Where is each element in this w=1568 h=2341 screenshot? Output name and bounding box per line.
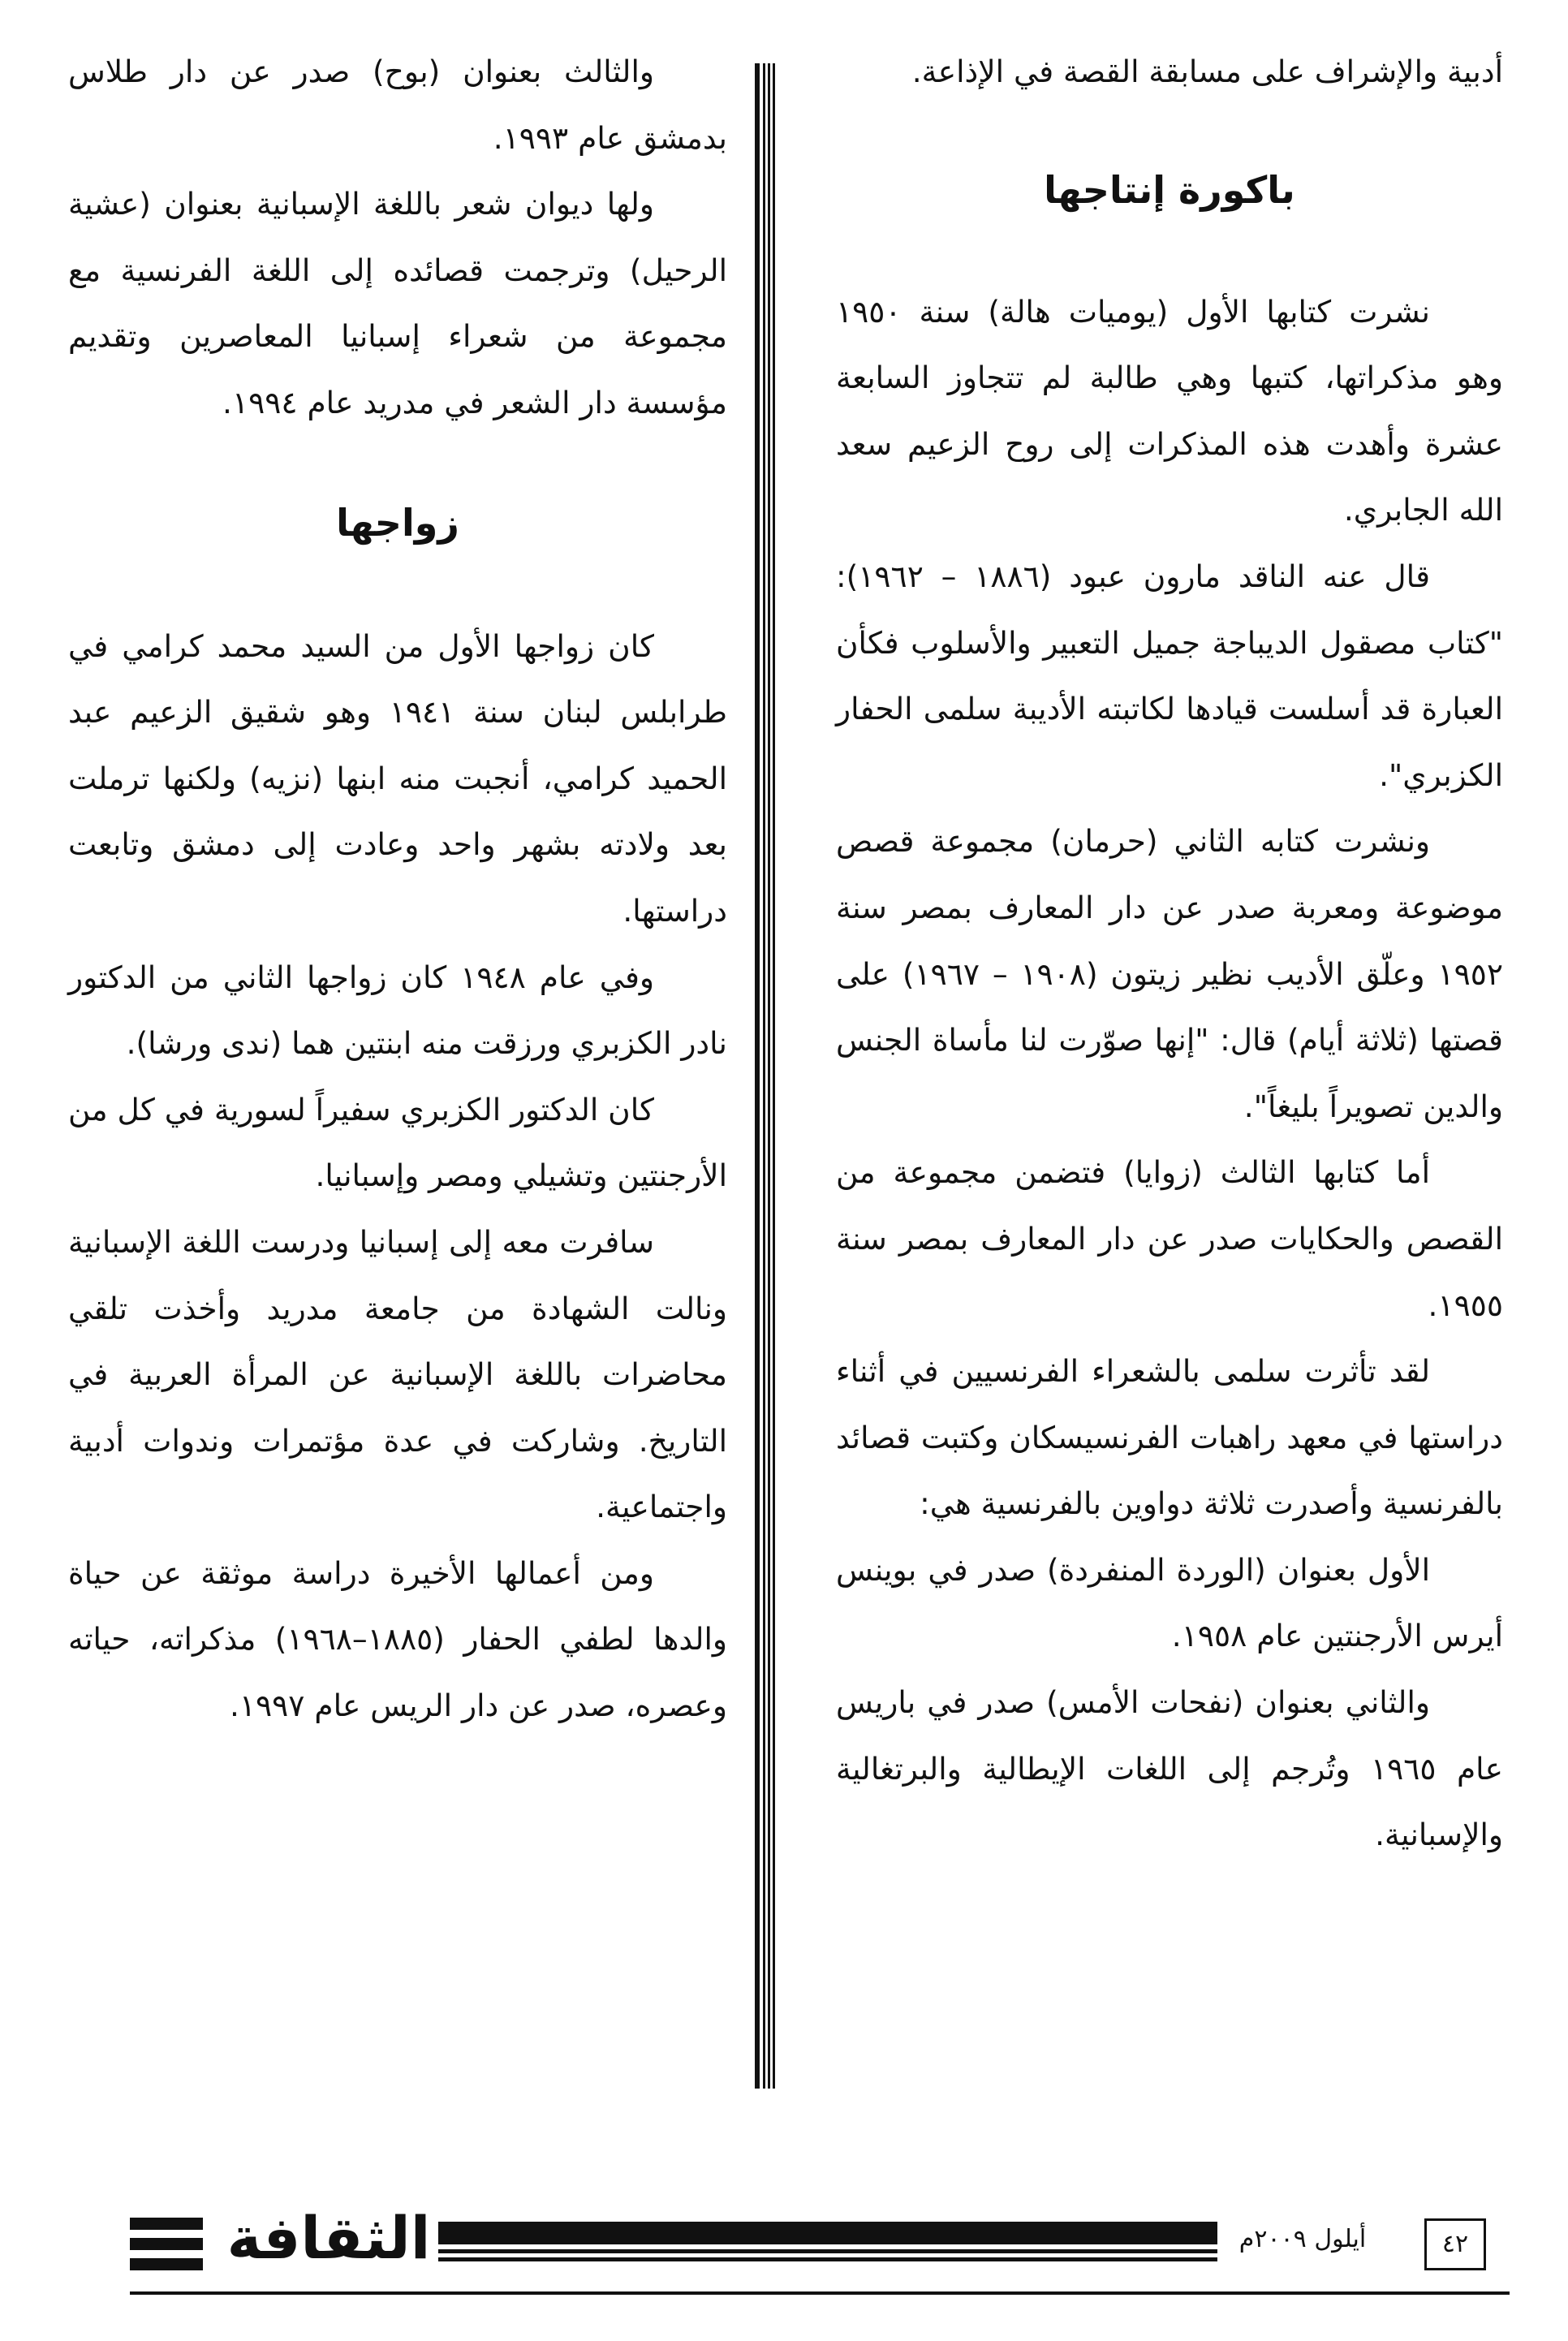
paragraph: والثاني بعنوان (نفحات الأمس) صدر في باريس عام ١٩٦٥ وتُرجم إلى اللغات الإيطالية والبرتغالية والإسبانية. <box>836 1684 1503 1853</box>
paragraph: كان زواجها الأول من السيد محمد كرامي في طرابلس لبنان سنة ١٩٤١ وهو شقيق الزعيم عبد الحميد كرامي، أنجبت منه ابنها (نزيه) ولكنها ترملت بعد ولادته بشهر واحد وعادت إلى دمشق وتابعت دراستها. <box>68 627 727 929</box>
right-column <box>836 39 1503 1869</box>
paragraph: قال عنه الناقد مارون عبود (١٨٨٦ – ١٩٦٢): "كتاب مصقول الديباجة جميل التعبير والأسلوب فكأن العبارة قد أسلست قيادها لكاتبته الأديبة سلمى الحفار الكزبري". <box>836 558 1503 793</box>
paragraph: الأول بعنوان (الوردة المنفردة) صدر في بوينس أيرس الأرجنتين عام ١٩٥٨. <box>836 1551 1503 1654</box>
issue-date: أيلول ٢٠٠٩م <box>1238 2225 1367 2253</box>
paragraph: نشرت كتابها الأول (يوميات هالة) سنة ١٩٥٠ وهو مذكراتها، كتبها وهي طالبة لم تتجاوز السابعة عشرة وأهدت هذه المذكرات إلى روح الزعيم سعد الله الجابري. <box>836 293 1503 528</box>
column-divider <box>763 63 765 2089</box>
footer-rule <box>438 2249 1217 2253</box>
section-heading-marriage: زواجها <box>336 500 459 545</box>
left-column <box>68 39 727 1740</box>
logo-bars-decoration <box>130 2218 203 2278</box>
paragraph: والثالث بعنوان (بوح) صدر عن دار طلاس بدمشق عام ١٩٩٣. <box>68 54 727 156</box>
paragraph: ونشرت كتابه الثاني (حرمان) مجموعة قصص موضوعة ومعربة صدر عن دار المعارف بمصر سنة ١٩٥٢ وعلّق الأديب نظير زيتون (١٩٠٨ – ١٩٦٧) على قصتها (ثلاثة أيام) قال: "إنها صوّرت لنا مأساة الجنس والدين تصويراً بليغاً". <box>836 823 1503 1124</box>
paragraph: أما كتابها الثالث (زوايا) فتضمن مجموعة من القصص والحكايات صدر عن دار المعارف بمصر سنة ١٩٥٥. <box>836 1154 1503 1323</box>
footer-rule <box>438 2222 1217 2244</box>
paragraph: لقد تأثرت سلمى بالشعراء الفرنسيين في أثناء دراستها في معهد راهبات الفرنسيسكان وكتبت قصائد بالفرنسية وأصدرت ثلاثة دواوين بالفرنسية هي: <box>836 1353 1503 1522</box>
column-divider <box>768 63 770 2089</box>
column-divider <box>773 63 775 2089</box>
footer-bottom-rule <box>130 2291 1510 2295</box>
paragraph: ولها ديوان شعر باللغة الإسبانية بعنوان (عشية الرحيل) وترجمت قصائده إلى اللغة الفرنسية مع مجموعة من شعراء إسبانيا المعاصرين وتقديم مؤسسة دار الشعر في مدريد عام ١٩٩٤. <box>68 186 727 420</box>
paragraph: ومن أعمالها الأخيرة دراسة موثقة عن حياة والدها لطفي الحفار (١٨٨٥–١٩٦٨) مذكراته، حياته وعصره، صدر عن دار الريس عام ١٩٩٧. <box>68 1554 727 1724</box>
paragraph: كان الدكتور الكزبري سفيراً لسورية في كل من الأرجنتين وتشيلي ومصر وإسبانيا. <box>68 1091 727 1194</box>
page-footer <box>0 2204 1568 2301</box>
column-divider <box>755 63 760 2089</box>
paragraph: سافرت معه إلى إسبانيا ودرست اللغة الإسبانية ونالت الشهادة من جامعة مدريد وأخذت تلقي محاضرات باللغة الإسبانية عن المرأة العربية في التاريخ. وشاركت في عدة مؤتمرات وندوات أدبية واجتماعية. <box>68 1223 727 1525</box>
footer-rule <box>438 2257 1217 2261</box>
intro-paragraph: أدبية والإشراف على مسابقة القصة في الإذاعة. <box>911 54 1503 89</box>
page-number: ٤٢ <box>1424 2218 1486 2270</box>
magazine-logo: الثقافة <box>226 2204 431 2272</box>
section-heading-first-works: باكورة إنتاجها <box>1044 167 1295 212</box>
paragraph: وفي عام ١٩٤٨ كان زواجها الثاني من الدكتور نادر الكزبري ورزقت منه ابنتين هما (ندى ورشا). <box>68 959 727 1062</box>
